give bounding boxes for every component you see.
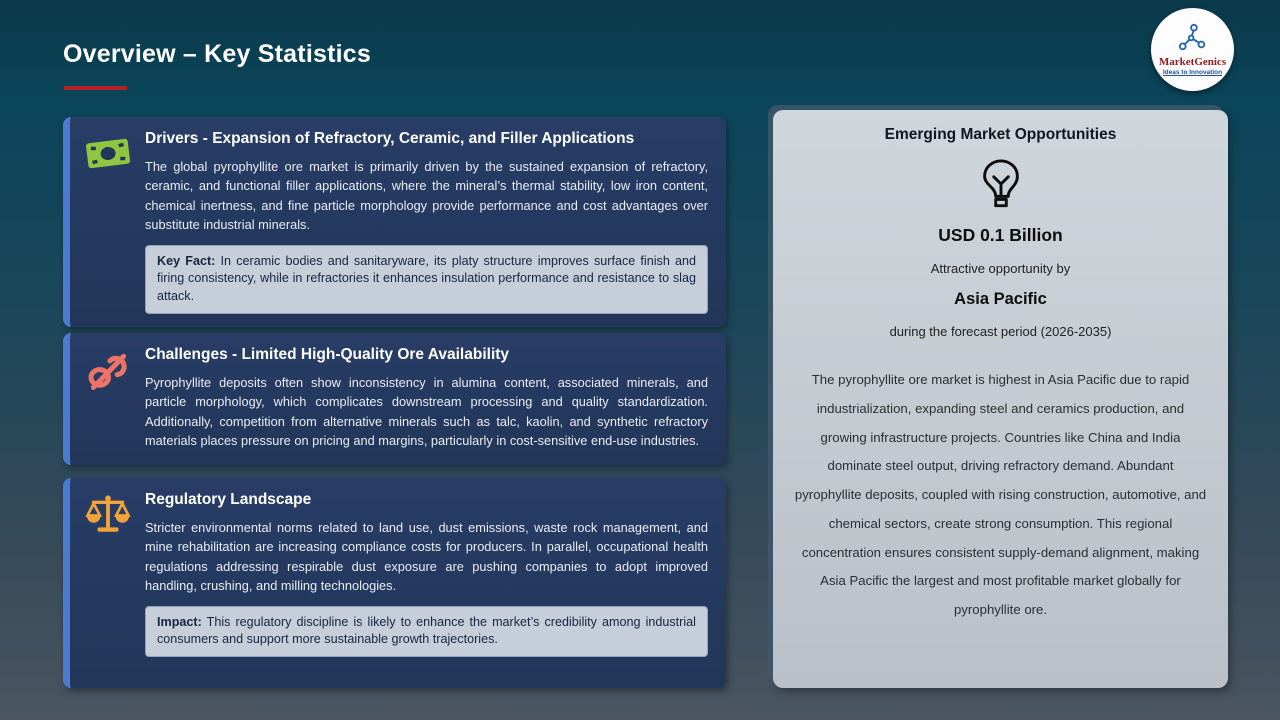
opportunity-panel bbox=[773, 110, 1228, 688]
card-body: Pyrophyllite deposits often show inconsistency in alumina content, associated minerals, and particle morphology, which complicates downstream processing and quality standardization. Additionally, competition from alternative minerals such as talc, kaolin, and synthetic refractory materials places pressure on pricing and margins, particularly in cost-sensitive end-use industries. bbox=[145, 375, 708, 449]
panel-title: Emerging Market Opportunities bbox=[884, 126, 1117, 143]
impact-box bbox=[145, 606, 708, 657]
title-accent bbox=[64, 86, 127, 90]
impact-text: This regulatory discipline is likely to enhance the market’s credibility among industrial consumers and support more sustainable growth trajectories. bbox=[157, 614, 696, 647]
page-title: Overview – Key Statistics bbox=[63, 40, 371, 68]
opportunity-region: Asia Pacific bbox=[954, 290, 1047, 308]
logo-name: MarketGenics bbox=[1158, 56, 1227, 68]
broken-link-icon bbox=[83, 346, 133, 452]
key-fact-label: Key Fact: bbox=[157, 253, 216, 268]
card-title: Drivers - Expansion of Refractory, Ceramic, and Filler Applications bbox=[145, 130, 635, 147]
key-fact-box bbox=[145, 245, 708, 314]
logo-tagline: Ideas to Innovation bbox=[1162, 69, 1223, 76]
key-fact-text: In ceramic bodies and sanitaryware, its platy structure improves surface finish and firing consistency, while in refractories it enhances insulation performance and resistance to slag attack. bbox=[157, 253, 697, 303]
card-body: Stricter environmental norms related to land use, dust emissions, waste rock management, and mine rehabilitation are increasing compliance costs for producers. In parallel, occupational health regulations addressing respirable dust exposure are pushing companies to adopt improved handling, crushing, and milling technologies. bbox=[145, 520, 708, 594]
card-regulatory bbox=[63, 478, 726, 688]
opportunity-subtitle: Attractive opportunity by bbox=[930, 261, 1071, 276]
opportunity-description: The pyrophyllite ore market is highest in Asia Pacific due to rapid industrialization, expanding steel and ceramics production, and growing infrastructure projects. Countries like China and India dominate steel output, driving refractory demand. Abundant pyrophyllite deposits, coupled with rising construction, automotive, and chemical sectors, create strong consumption. This regional concentration ensures consistent supply-demand alignment, making Asia Pacific the largest and most profitable market globally for pyrophyllite ore. bbox=[794, 372, 1207, 618]
scales-icon bbox=[83, 491, 133, 675]
impact-label: Impact: bbox=[157, 614, 202, 629]
company-logo bbox=[1151, 8, 1234, 91]
forecast-period: during the forecast period (2026-2035) bbox=[889, 324, 1112, 339]
card-drivers bbox=[63, 117, 726, 327]
card-title: Regulatory Landscape bbox=[145, 491, 312, 508]
network-icon bbox=[1177, 23, 1209, 56]
card-body: The global pyrophyllite ore market is primarily driven by the sustained expansion of refractory, ceramic, and functional filler applications, where the mineral’s thermal stability, low iron content, chemical inertness, and fine particle morphology provide performance and cost advantages over substitute industrial minerals. bbox=[145, 159, 708, 233]
opportunity-value: USD 0.1 Billion bbox=[938, 225, 1063, 245]
money-icon bbox=[83, 130, 133, 314]
card-title: Challenges - Limited High-Quality Ore Availability bbox=[145, 346, 510, 363]
card-challenges bbox=[63, 333, 726, 465]
lightbulb-icon bbox=[793, 158, 1208, 217]
